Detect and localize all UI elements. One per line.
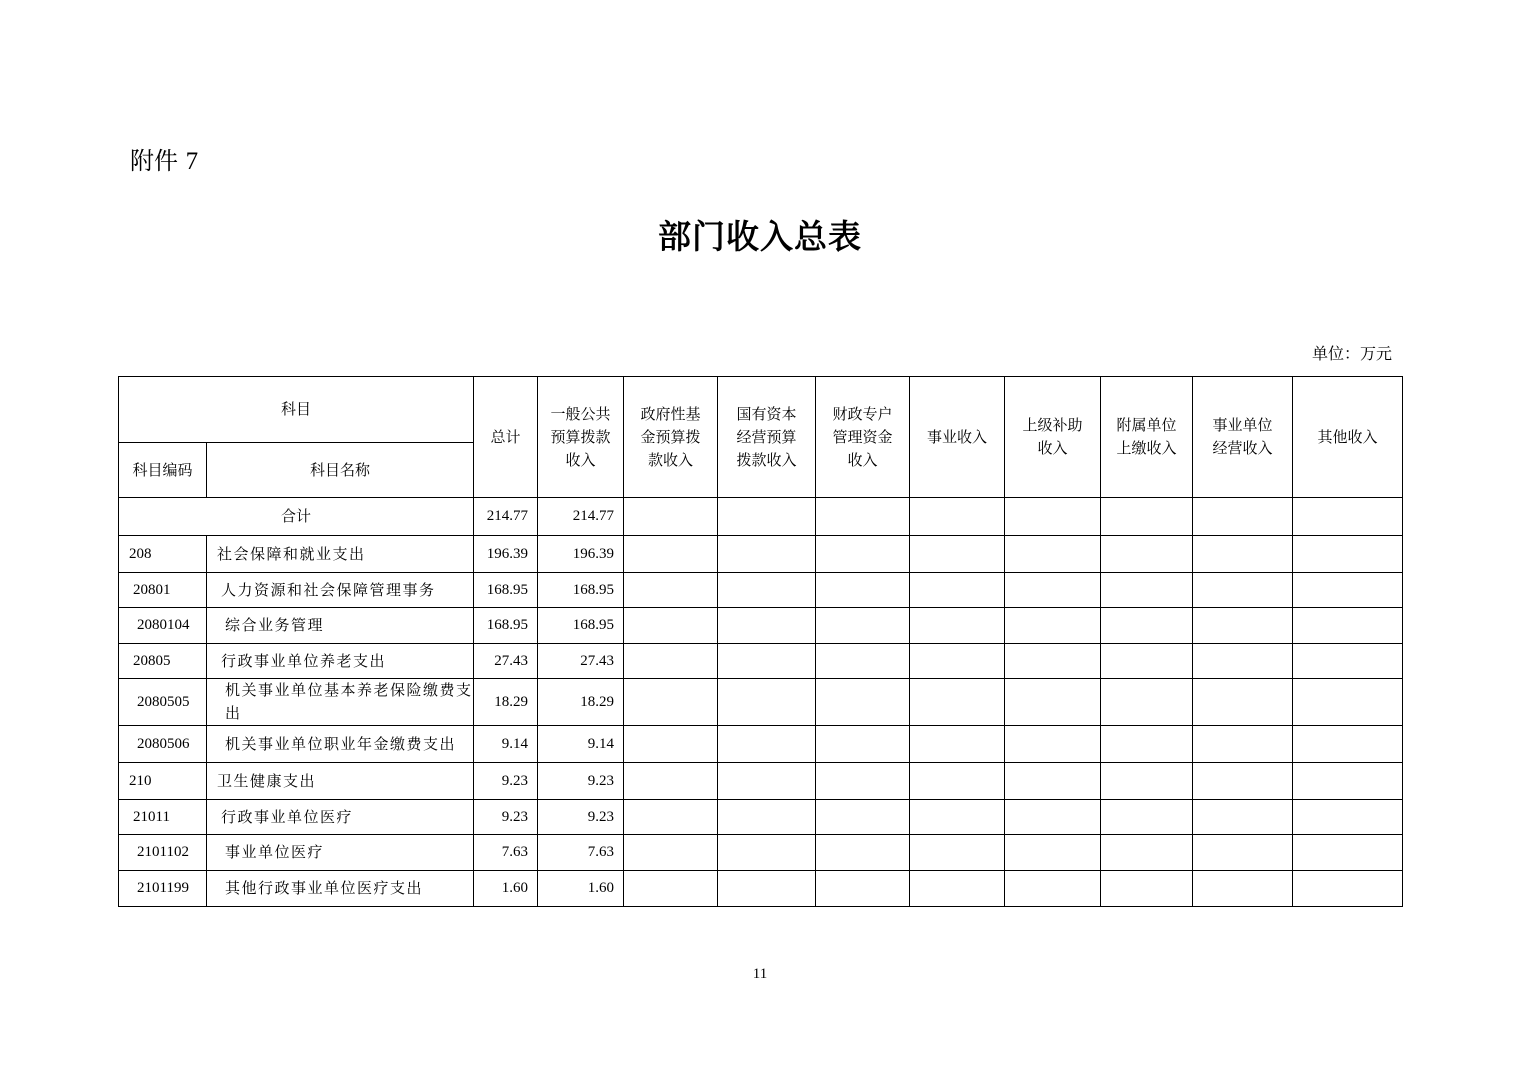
empty-cell: [1193, 498, 1293, 536]
empty-cell: [910, 644, 1005, 679]
attachment-text: 附件: [130, 147, 178, 175]
empty-cell: [1005, 800, 1101, 835]
empty-cell: [816, 726, 910, 763]
empty-cell: [1101, 800, 1193, 835]
empty-cell: [910, 763, 1005, 800]
subject-code: 208: [119, 536, 207, 573]
empty-cell: [718, 536, 816, 573]
empty-cell: [816, 608, 910, 644]
table-row: [119, 608, 1403, 644]
empty-cell: [1293, 498, 1403, 536]
empty-cell: [1101, 835, 1193, 871]
subject-code: 2080506: [119, 726, 207, 763]
subject-code: 210: [119, 763, 207, 800]
empty-cell: [1005, 871, 1101, 907]
subject-name: 机关事业单位基本养老保险缴费支出: [207, 679, 474, 726]
empty-cell: [1293, 608, 1403, 644]
table-row: [119, 536, 1403, 573]
table-row: [119, 573, 1403, 608]
empty-cell: [1293, 763, 1403, 800]
header-fiscal-special-text: 财政专户 管理资金 收入: [832, 404, 893, 469]
empty-cell: [910, 498, 1005, 536]
empty-cell: [910, 835, 1005, 871]
empty-cell: [816, 871, 910, 907]
subject-name: 综合业务管理: [207, 608, 474, 644]
empty-cell: [718, 726, 816, 763]
empty-cell: [1101, 763, 1193, 800]
header-state-capital: [718, 377, 816, 498]
empty-cell: [624, 726, 718, 763]
header-name: 科目名称: [207, 443, 474, 498]
empty-cell: [1193, 644, 1293, 679]
row-total: 18.29: [474, 679, 538, 726]
row-general-budget: 1.60: [538, 871, 624, 907]
empty-cell: [718, 573, 816, 608]
row-total: 196.39: [474, 536, 538, 573]
empty-cell: [1193, 726, 1293, 763]
unit-label: 单位：万元: [1311, 344, 1392, 363]
subject-code: 20801: [119, 573, 207, 608]
table-row: [119, 726, 1403, 763]
row-general-budget: 7.63: [538, 835, 624, 871]
header-general-budget-text: 一般公共 预算拨款 收入: [550, 404, 611, 469]
table-row: [119, 800, 1403, 835]
subject-code: 2080505: [119, 679, 207, 726]
attachment-label: [130, 146, 207, 177]
income-table: [118, 376, 1403, 907]
empty-cell: [718, 644, 816, 679]
subject-name: 机关事业单位职业年金缴费支出: [207, 726, 474, 763]
empty-cell: [1293, 679, 1403, 726]
empty-cell: [1101, 679, 1193, 726]
empty-cell: [816, 679, 910, 726]
empty-cell: [1005, 835, 1101, 871]
empty-cell: [624, 644, 718, 679]
header-gov-fund-text: 政府性基 金预算拨 款收入: [640, 404, 701, 469]
empty-cell: [1293, 726, 1403, 763]
empty-cell: [624, 679, 718, 726]
empty-cell: [1193, 608, 1293, 644]
summary-total: 214.77: [474, 498, 538, 536]
table-row: [119, 835, 1403, 871]
empty-cell: [816, 498, 910, 536]
empty-cell: [816, 573, 910, 608]
empty-cell: [910, 679, 1005, 726]
row-general-budget: 9.23: [538, 763, 624, 800]
table-row: [119, 871, 1403, 907]
header-state-capital-text: 国有资本 经营预算 拨款收入: [736, 404, 797, 469]
summary-general-budget: 214.77: [538, 498, 624, 536]
table-body: [119, 498, 1403, 907]
row-total: 7.63: [474, 835, 538, 871]
empty-cell: [910, 573, 1005, 608]
empty-cell: [910, 871, 1005, 907]
page-title: 部门收入总表: [658, 217, 862, 256]
empty-cell: [624, 498, 718, 536]
empty-cell: [910, 800, 1005, 835]
empty-cell: [718, 608, 816, 644]
subject-name: 社会保障和就业支出: [207, 536, 474, 573]
empty-cell: [1005, 644, 1101, 679]
empty-cell: [1293, 835, 1403, 871]
header-code: 科目编码: [119, 443, 207, 498]
header-affiliate-payment-text: 附属单位 上缴收入: [1116, 416, 1177, 457]
empty-cell: [816, 644, 910, 679]
row-total: 1.60: [474, 871, 538, 907]
empty-cell: [1101, 871, 1193, 907]
summary-label: 合计: [119, 498, 474, 536]
empty-cell: [910, 726, 1005, 763]
subject-code: 2101102: [119, 835, 207, 871]
empty-cell: [624, 573, 718, 608]
empty-cell: [624, 536, 718, 573]
subject-name: 行政事业单位医疗: [207, 800, 474, 835]
row-total: 168.95: [474, 573, 538, 608]
empty-cell: [1193, 800, 1293, 835]
empty-cell: [1005, 726, 1101, 763]
subject-code: 2101199: [119, 871, 207, 907]
empty-cell: [1005, 573, 1101, 608]
header-superior-subsidy-text: 上级补助 收入: [1022, 416, 1083, 457]
empty-cell: [624, 800, 718, 835]
row-general-budget: 9.23: [538, 800, 624, 835]
empty-cell: [1005, 679, 1101, 726]
empty-cell: [816, 763, 910, 800]
empty-cell: [1293, 800, 1403, 835]
row-total: 9.23: [474, 800, 538, 835]
table-row: [119, 679, 1403, 726]
subject-code: 20805: [119, 644, 207, 679]
empty-cell: [718, 800, 816, 835]
summary-row: [119, 498, 1403, 536]
row-general-budget: 168.95: [538, 573, 624, 608]
empty-cell: [1101, 608, 1193, 644]
empty-cell: [816, 800, 910, 835]
row-general-budget: 9.14: [538, 726, 624, 763]
row-general-budget: 27.43: [538, 644, 624, 679]
subject-name: 行政事业单位养老支出: [207, 644, 474, 679]
empty-cell: [1193, 763, 1293, 800]
header-operating-income-text: 事业单位 经营收入: [1212, 416, 1273, 457]
row-total: 27.43: [474, 644, 538, 679]
empty-cell: [1101, 644, 1193, 679]
empty-cell: [1193, 536, 1293, 573]
row-total: 9.14: [474, 726, 538, 763]
subject-code: 21011: [119, 800, 207, 835]
empty-cell: [1293, 573, 1403, 608]
header-row-1: [119, 377, 1403, 443]
header-total: 总计: [474, 377, 538, 498]
row-general-budget: 168.95: [538, 608, 624, 644]
empty-cell: [1005, 763, 1101, 800]
empty-cell: [718, 871, 816, 907]
empty-cell: [1293, 536, 1403, 573]
empty-cell: [1101, 726, 1193, 763]
header-subject: 科目: [119, 377, 474, 443]
empty-cell: [1193, 835, 1293, 871]
empty-cell: [624, 871, 718, 907]
header-other-income: 其他收入: [1293, 377, 1403, 498]
subject-name: 其他行政事业单位医疗支出: [207, 871, 474, 907]
subject-name: 卫生健康支出: [207, 763, 474, 800]
header-fiscal-special: [816, 377, 910, 498]
empty-cell: [910, 608, 1005, 644]
empty-cell: [718, 835, 816, 871]
empty-cell: [1293, 644, 1403, 679]
table-row: [119, 763, 1403, 800]
empty-cell: [1193, 573, 1293, 608]
header-operating-income: [1193, 377, 1293, 498]
header-gov-fund: [624, 377, 718, 498]
empty-cell: [1193, 871, 1293, 907]
empty-cell: [816, 835, 910, 871]
empty-cell: [910, 536, 1005, 573]
header-general-budget: [538, 377, 624, 498]
empty-cell: [1101, 498, 1193, 536]
header-affiliate-payment: [1101, 377, 1193, 498]
empty-cell: [624, 835, 718, 871]
empty-cell: [624, 763, 718, 800]
row-general-budget: 196.39: [538, 536, 624, 573]
empty-cell: [1005, 536, 1101, 573]
empty-cell: [1005, 608, 1101, 644]
subject-code: 2080104: [119, 608, 207, 644]
empty-cell: [816, 536, 910, 573]
empty-cell: [1293, 871, 1403, 907]
table-row: [119, 644, 1403, 679]
empty-cell: [1193, 679, 1293, 726]
header-business-income: 事业收入: [910, 377, 1005, 498]
empty-cell: [718, 679, 816, 726]
subject-name: 事业单位医疗: [207, 835, 474, 871]
subject-name: 人力资源和社会保障管理事务: [207, 573, 474, 608]
attachment-number: 7: [185, 148, 199, 175]
empty-cell: [1005, 498, 1101, 536]
empty-cell: [718, 498, 816, 536]
page-number: 11: [752, 966, 768, 982]
row-general-budget: 18.29: [538, 679, 624, 726]
empty-cell: [1101, 573, 1193, 608]
row-total: 168.95: [474, 608, 538, 644]
empty-cell: [624, 608, 718, 644]
header-superior-subsidy: [1005, 377, 1101, 498]
empty-cell: [1101, 536, 1193, 573]
row-total: 9.23: [474, 763, 538, 800]
empty-cell: [718, 763, 816, 800]
